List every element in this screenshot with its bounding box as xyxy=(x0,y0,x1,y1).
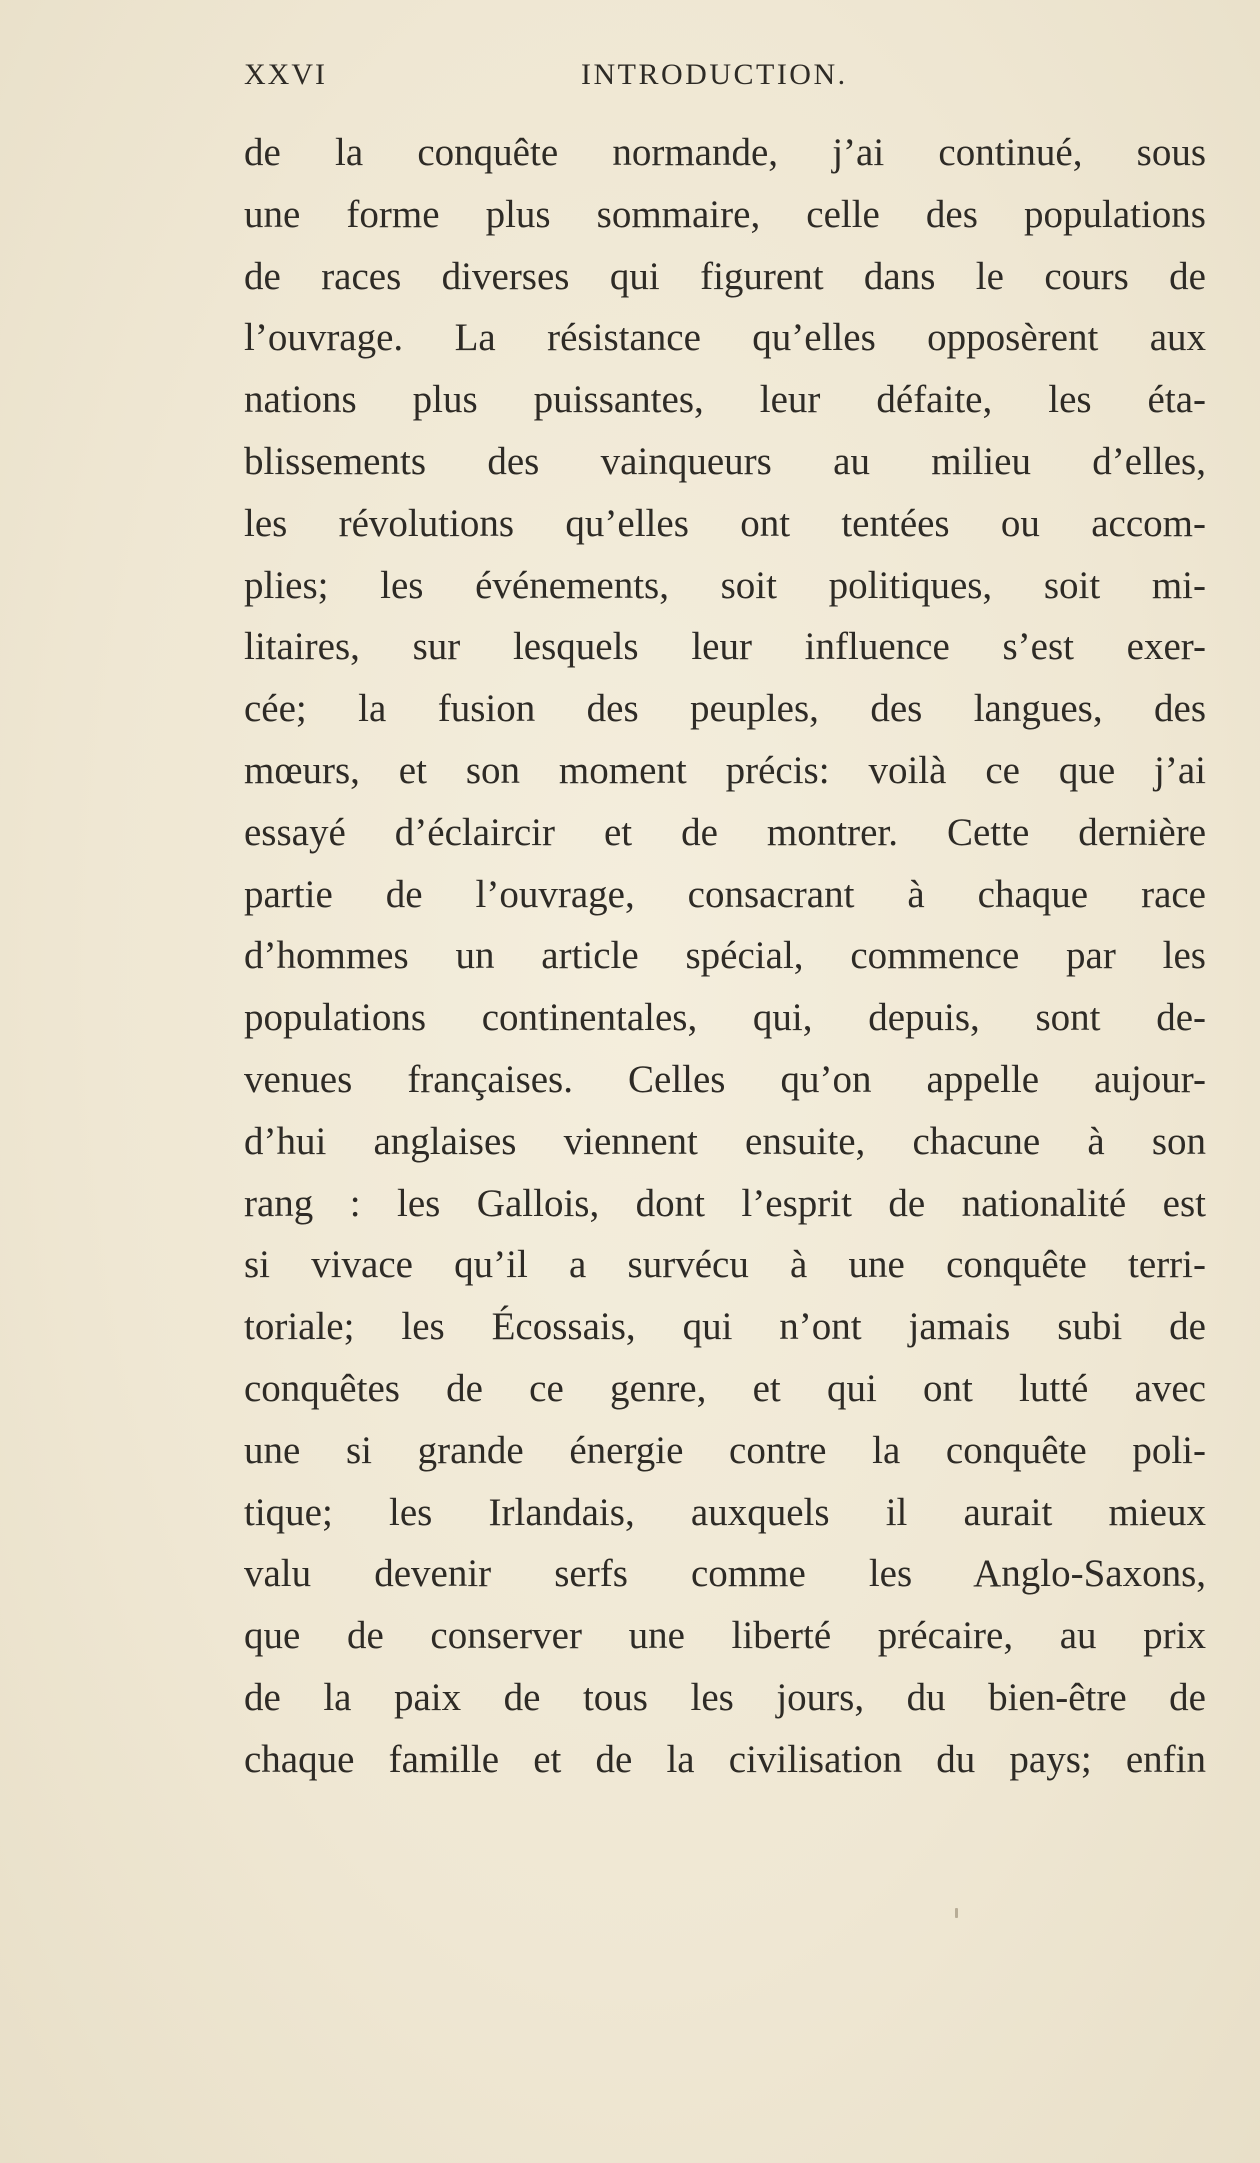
text-line: d’hommes un article spécial, commence par les xyxy=(244,934,1206,978)
text-line: de la conquête normande, j’ai continué, sous xyxy=(244,131,1206,174)
text-line: que de conserver une liberté précaire, au prix xyxy=(244,1614,1206,1658)
text-line: venues françaises. Celles qu’on appelle aujour- xyxy=(244,1057,1206,1101)
page-header xyxy=(244,58,1204,102)
running-title: INTRODUCTION. xyxy=(581,58,848,91)
body-text xyxy=(244,122,1206,1791)
text-line: une si grande énergie contre la conquête poli- xyxy=(244,1428,1206,1472)
text-line: toriale; les Écossais, qui n’ont jamais subi de xyxy=(244,1305,1206,1349)
text-line: blissements des vainqueurs au milieu d’elles, xyxy=(244,439,1206,483)
text-line: rang : les Gallois, dont l’esprit de nationalité est xyxy=(244,1181,1206,1225)
text-line: une forme plus sommaire, celle des populations xyxy=(244,192,1206,236)
text-line: valu devenir serfs comme les Anglo-Saxons, xyxy=(244,1552,1206,1596)
text-line: si vivace qu’il a survécu à une conquête terri- xyxy=(244,1243,1206,1287)
text-line: mœurs, et son moment précis: voilà ce que j’ai xyxy=(244,748,1206,792)
text-line: populations continentales, qui, depuis, sont de- xyxy=(244,996,1206,1040)
text-line: cée; la fusion des peuples, des langues, des xyxy=(244,687,1206,731)
page-number: XXVI xyxy=(244,58,327,91)
text-line: les révolutions qu’elles ont tentées ou accom- xyxy=(244,501,1206,545)
text-line: de la paix de tous les jours, du bien-être de xyxy=(244,1675,1206,1719)
text-line: tique; les Irlandais, auxquels il aurait mieux xyxy=(244,1490,1206,1534)
text-line: essayé d’éclaircir et de montrer. Cette dernière xyxy=(244,810,1206,854)
text-line: nations plus puissantes, leur défaite, les éta- xyxy=(244,378,1206,422)
paper-speck xyxy=(955,1908,958,1918)
text-line: d’hui anglaises viennent ensuite, chacune à son xyxy=(244,1119,1206,1163)
text-line: de races diverses qui figurent dans le cours de xyxy=(244,254,1206,298)
text-line: conquêtes de ce genre, et qui ont lutté avec xyxy=(244,1366,1206,1410)
text-line: partie de l’ouvrage, consacrant à chaque race xyxy=(244,872,1206,916)
text-line: l’ouvrage. La résistance qu’elles opposèrent aux xyxy=(244,316,1206,360)
text-line: chaque famille et de la civilisation du pays; enfin xyxy=(244,1737,1206,1781)
text-line: litaires, sur lesquels leur influence s’est exer- xyxy=(244,625,1206,669)
text-line: plies; les événements, soit politiques, soit mi- xyxy=(244,563,1206,607)
